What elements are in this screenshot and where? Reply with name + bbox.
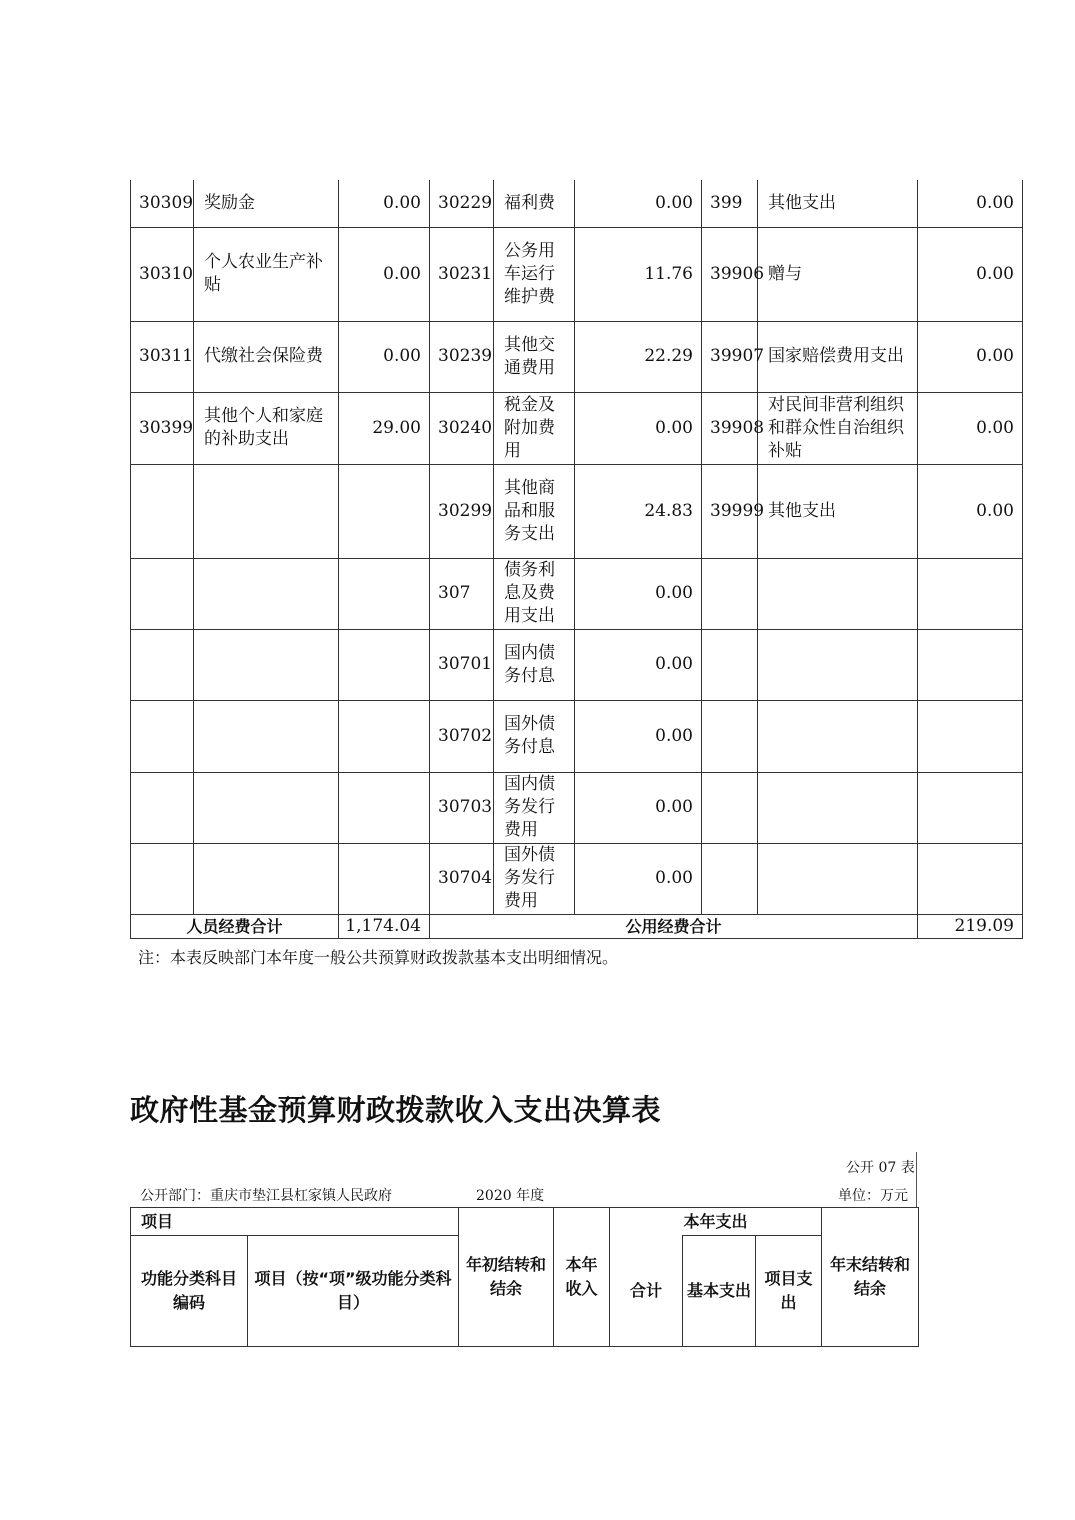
totals-row <box>131 914 1023 938</box>
cell-name-a <box>194 464 339 558</box>
cell-amount-a <box>339 629 430 700</box>
cell-code-c: 39908 <box>702 392 758 464</box>
cell-code-c <box>702 558 758 629</box>
personnel-total-label: 人员经费合计 <box>131 914 339 938</box>
cell-amount-a <box>339 558 430 629</box>
cell-amount-b: 11.76 <box>575 227 702 321</box>
cell-code-c <box>702 772 758 843</box>
cell-name-a: 其他个人和家庭的补助支出 <box>194 392 339 464</box>
cell-name-a: 代缴社会保险费 <box>194 321 339 392</box>
table-row <box>131 629 1023 700</box>
header-total: 合计 <box>610 1236 683 1347</box>
cell-code-a <box>131 700 194 772</box>
cell-amount-c: 0.00 <box>918 180 1023 227</box>
cell-name-a <box>194 700 339 772</box>
cell-amount-b: 0.00 <box>575 392 702 464</box>
unit: 单位：万元 <box>838 1188 908 1204</box>
cell-code-c <box>702 629 758 700</box>
header-project: 项目 <box>131 1208 459 1236</box>
cell-code-b: 30239 <box>430 321 494 392</box>
cell-code-a <box>131 558 194 629</box>
cell-amount-c <box>918 700 1023 772</box>
cell-code-b: 307 <box>430 558 494 629</box>
cell-name-b: 税金及附加费用 <box>494 392 575 464</box>
cell-amount-c: 0.00 <box>918 392 1023 464</box>
cell-name-a <box>194 629 339 700</box>
cell-name-b: 债务利息及费用支出 <box>494 558 575 629</box>
cell-name-a <box>194 558 339 629</box>
cell-code-b: 30240 <box>430 392 494 464</box>
cell-amount-a: 0.00 <box>339 321 430 392</box>
cell-amount-a <box>339 772 430 843</box>
cell-name-b: 公务用车运行维护费 <box>494 227 575 321</box>
cell-code-a <box>131 843 194 914</box>
header-func-code: 功能分类科目编码 <box>131 1236 248 1347</box>
cell-name-b: 其他商品和服务支出 <box>494 464 575 558</box>
cell-name-b: 福利费 <box>494 180 575 227</box>
fiscal-year: 2020 年度 <box>476 1188 545 1204</box>
cell-amount-a: 0.00 <box>339 180 430 227</box>
cell-code-a: 30310 <box>131 227 194 321</box>
table-row <box>131 558 1023 629</box>
section-title: 政府性基金预算财政拨款收入支出决算表 <box>130 1093 662 1127</box>
expense-detail-table <box>130 180 1023 939</box>
expense-detail-body <box>131 180 1023 914</box>
header-project-exp: 项目支出 <box>756 1236 822 1347</box>
cell-amount-b: 0.00 <box>575 772 702 843</box>
cell-amount-b: 0.00 <box>575 629 702 700</box>
cell-name-b: 国内债务付息 <box>494 629 575 700</box>
cell-amount-b: 0.00 <box>575 843 702 914</box>
cell-code-b: 30299 <box>430 464 494 558</box>
cell-amount-c <box>918 772 1023 843</box>
cell-name-c <box>758 843 918 914</box>
cell-code-b: 30702 <box>430 700 494 772</box>
personnel-total-value: 1,174.04 <box>339 914 430 938</box>
cell-code-a <box>131 629 194 700</box>
public-total-value: 219.09 <box>918 914 1023 938</box>
cell-code-c: 39907 <box>702 321 758 392</box>
cell-name-a <box>194 843 339 914</box>
cell-code-a <box>131 464 194 558</box>
header-basic: 基本支出 <box>683 1236 756 1347</box>
cell-name-b: 国外债务发行费用 <box>494 843 575 914</box>
header-income: 本年收入 <box>554 1208 610 1347</box>
cell-amount-a <box>339 843 430 914</box>
header-item-name: 项目（按“项”级功能分类科目） <box>248 1236 459 1347</box>
cell-code-b: 30703 <box>430 772 494 843</box>
header-begin-balance: 年初结转和结余 <box>459 1208 554 1347</box>
cell-code-a: 30399 <box>131 392 194 464</box>
cell-name-c: 国家赔偿费用支出 <box>758 321 918 392</box>
cell-name-c <box>758 629 918 700</box>
cell-name-c: 赠与 <box>758 227 918 321</box>
table-row <box>131 227 1023 321</box>
header-divider <box>916 1152 917 1207</box>
cell-code-b: 30231 <box>430 227 494 321</box>
table-row <box>131 180 1023 227</box>
cell-amount-c <box>918 843 1023 914</box>
cell-code-c: 39906 <box>702 227 758 321</box>
cell-name-c <box>758 558 918 629</box>
cell-name-b: 国外债务付息 <box>494 700 575 772</box>
cell-name-b: 国内债务发行费用 <box>494 772 575 843</box>
cell-code-c <box>702 843 758 914</box>
cell-name-a: 奖励金 <box>194 180 339 227</box>
cell-name-c: 其他支出 <box>758 464 918 558</box>
table-row <box>131 700 1023 772</box>
header-end-balance: 年末结转和结余 <box>822 1208 919 1347</box>
cell-amount-c: 0.00 <box>918 227 1023 321</box>
cell-code-b: 30701 <box>430 629 494 700</box>
table-row <box>131 392 1023 464</box>
cell-amount-c <box>918 629 1023 700</box>
department: 公开部门：重庆市垫江县杠家镇人民政府 <box>140 1188 392 1204</box>
cell-code-c: 39999 <box>702 464 758 558</box>
cell-amount-a: 29.00 <box>339 392 430 464</box>
cell-code-a <box>131 772 194 843</box>
cell-amount-a <box>339 464 430 558</box>
table-row <box>131 464 1023 558</box>
cell-amount-a: 0.00 <box>339 227 430 321</box>
cell-code-c: 399 <box>702 180 758 227</box>
cell-code-a: 30311 <box>131 321 194 392</box>
table-note: 注：本表反映部门本年度一般公共预算财政拨款基本支出明细情况。 <box>138 948 619 967</box>
cell-amount-b: 22.29 <box>575 321 702 392</box>
cell-name-c <box>758 772 918 843</box>
cell-name-c: 其他支出 <box>758 180 918 227</box>
cell-code-c <box>702 700 758 772</box>
cell-amount-b: 0.00 <box>575 700 702 772</box>
cell-amount-a <box>339 700 430 772</box>
public-total-label: 公用经费合计 <box>430 914 918 938</box>
cell-amount-b: 0.00 <box>575 180 702 227</box>
cell-name-b: 其他交通费用 <box>494 321 575 392</box>
table-row <box>131 321 1023 392</box>
table-row <box>131 843 1023 914</box>
cell-name-a <box>194 772 339 843</box>
cell-amount-b: 0.00 <box>575 558 702 629</box>
fund-budget-table <box>130 1207 919 1347</box>
table-number: 公开 07 表 <box>846 1160 915 1176</box>
cell-amount-c: 0.00 <box>918 464 1023 558</box>
table-row <box>131 772 1023 843</box>
cell-name-c: 对民间非营利组织和群众性自治组织补贴 <box>758 392 918 464</box>
cell-code-a: 30309 <box>131 180 194 227</box>
cell-amount-c: 0.00 <box>918 321 1023 392</box>
cell-name-c <box>758 700 918 772</box>
cell-code-b: 30704 <box>430 843 494 914</box>
header-row-1 <box>131 1208 919 1236</box>
cell-amount-b: 24.83 <box>575 464 702 558</box>
cell-name-a: 个人农业生产补贴 <box>194 227 339 321</box>
header-expense-group: 本年支出 <box>610 1208 822 1236</box>
cell-amount-c <box>918 558 1023 629</box>
cell-code-b: 30229 <box>430 180 494 227</box>
